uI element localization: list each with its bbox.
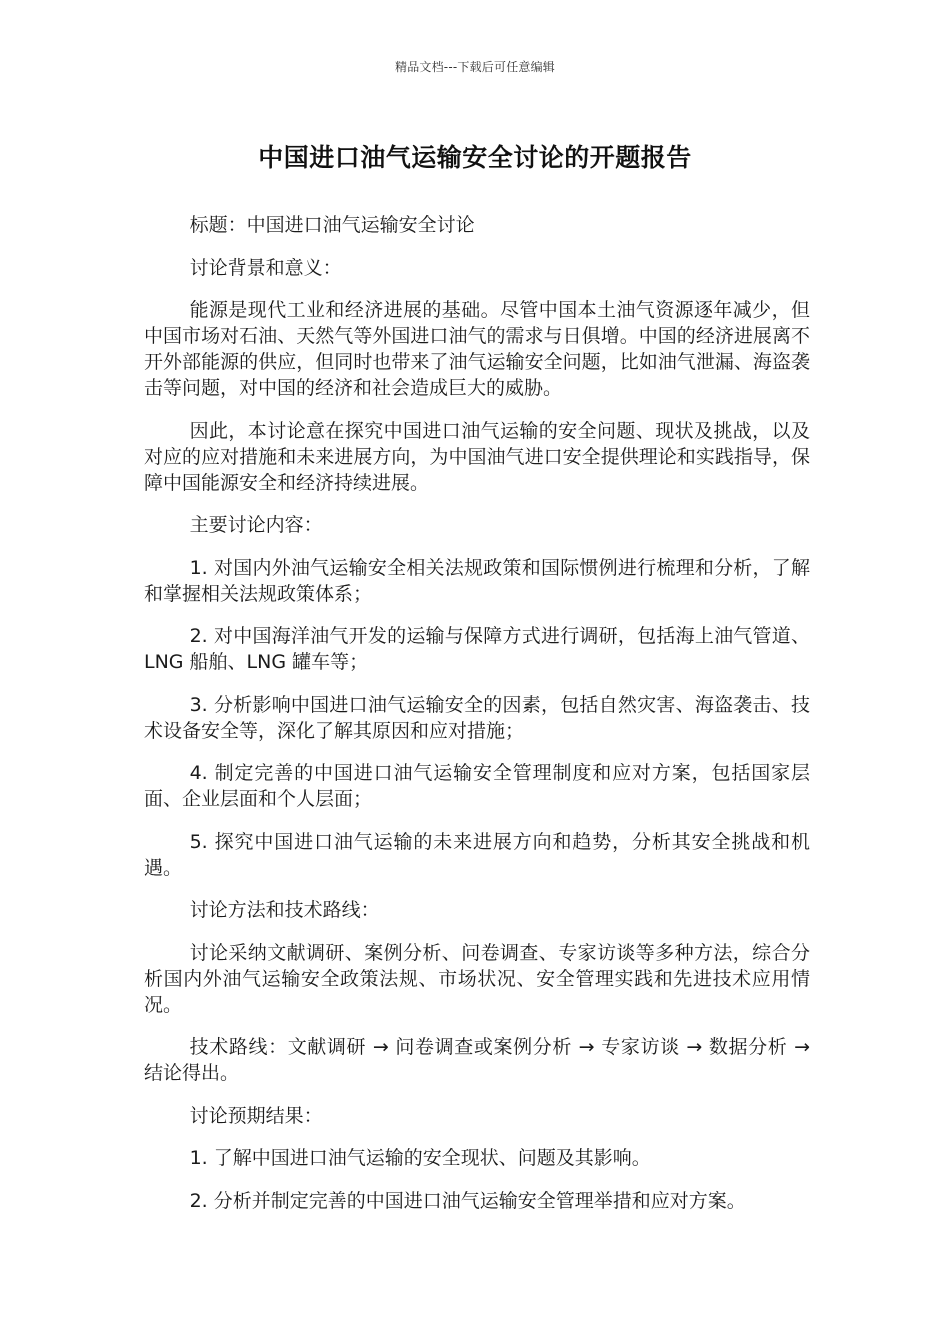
heading-methods: 讨论方法和技术路线： bbox=[189, 899, 380, 921]
list-item-content-2: 2. 对中国海洋油气开发的运输与保障方式进行调研，包括海上油气管道、LNG 船舶、LNG 罐车等； bbox=[144, 625, 810, 673]
list-item-result-2: 2. 分析并制定完善的中国进口油气运输安全管理举措和应对方案。 bbox=[189, 1189, 746, 1212]
heading-background: 讨论背景和意义： bbox=[189, 256, 342, 279]
paragraph-background-1: 能源是现代工业和经济进展的基础。尽管中国本土油气资源逐年减少，但中国市场对石油、天然气等外国进口油气的需求与日俱增。中国的经济进展离不开外部能源的供应，但同时也带来了油气运输安全问题，比如油气泄漏、海盗袭击等问题，对中国的经济和社会造成巨大的威胁。 bbox=[144, 299, 810, 399]
list-item-content-4: 4. 制定完善的中国进口油气运输安全管理制度和应对方案，包括国家层面、企业层面和个人层面； bbox=[144, 762, 810, 810]
document-body bbox=[144, 212, 810, 1230]
paragraph-topic: 标题：中国进口油气运输安全讨论 bbox=[189, 214, 475, 236]
paragraph-technical-route: 技术路线：文献调研 → 问卷调查或案例分析 → 专家访谈 → 数据分析 → 结论得出。 bbox=[144, 1036, 810, 1084]
paragraph-background-2: 因此，本讨论意在探究中国进口油气运输的安全问题、现状及挑战，以及对应的应对措施和未来进展方向，为中国油气进口安全提供理论和实践指导，保障中国能源安全和经济持续进展。 bbox=[144, 419, 810, 494]
header-note: 精品文档---下载后可任意编辑 bbox=[395, 60, 555, 74]
list-item-result-1: 1. 了解中国进口油气运输的安全现状、问题及其影响。 bbox=[189, 1147, 651, 1169]
document-title: 中国进口油气运输安全讨论的开题报告 bbox=[258, 143, 692, 172]
list-item-content-3: 3. 分析影响中国进口油气运输安全的因素，包括自然灾害、海盗袭击、技术设备安全等，深化了解其原因和应对措施； bbox=[144, 693, 810, 742]
heading-main-content: 主要讨论内容： bbox=[189, 514, 323, 536]
paragraph-methods: 讨论采纳文献调研、案例分析、问卷调查、专家访谈等多种方法，综合分析国内外油气运输安全政策法规、市场状况、安全管理实践和先进技术应用情况。 bbox=[144, 941, 810, 1016]
list-item-content-5: 5. 探究中国进口油气运输的未来进展方向和趋势，分析其安全挑战和机遇。 bbox=[144, 830, 810, 879]
heading-expected-results: 讨论预期结果： bbox=[189, 1104, 323, 1127]
list-item-content-1: 1. 对国内外油气运输安全相关法规政策和国际惯例进行梳理和分析，了解和掌握相关法规政策体系； bbox=[144, 556, 810, 605]
